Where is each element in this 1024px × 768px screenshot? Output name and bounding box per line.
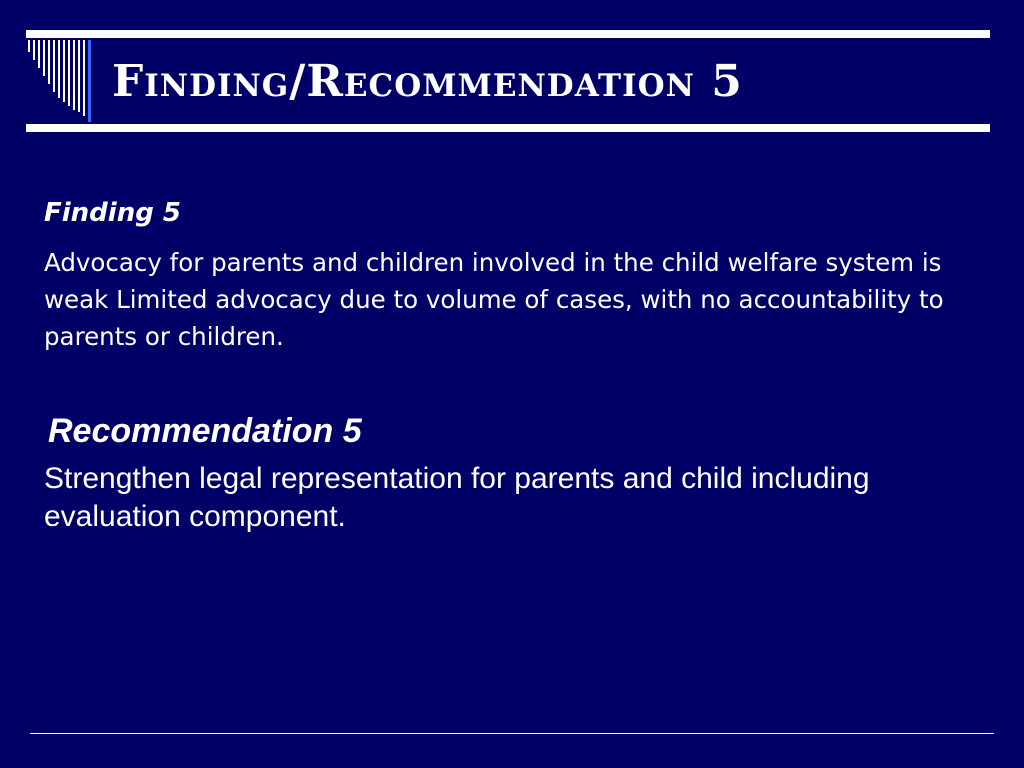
recommendation-heading: Recommendation 5	[48, 412, 362, 450]
recommendation-text: Strengthen legal representation for parents and child including evaluation component.	[44, 462, 870, 533]
vertical-stripes-icon	[26, 40, 96, 122]
finding-text: Advocacy for parents and children involved in the child welfare system is weak Limited advocacy due to volume of cases, with no accountability to parents or children.	[44, 248, 944, 351]
footer-divider	[30, 733, 994, 734]
slide-title: Finding/Recommendation 5	[112, 56, 743, 107]
top-divider	[26, 30, 990, 38]
title-divider	[26, 124, 990, 132]
finding-heading: Finding 5	[44, 198, 181, 228]
